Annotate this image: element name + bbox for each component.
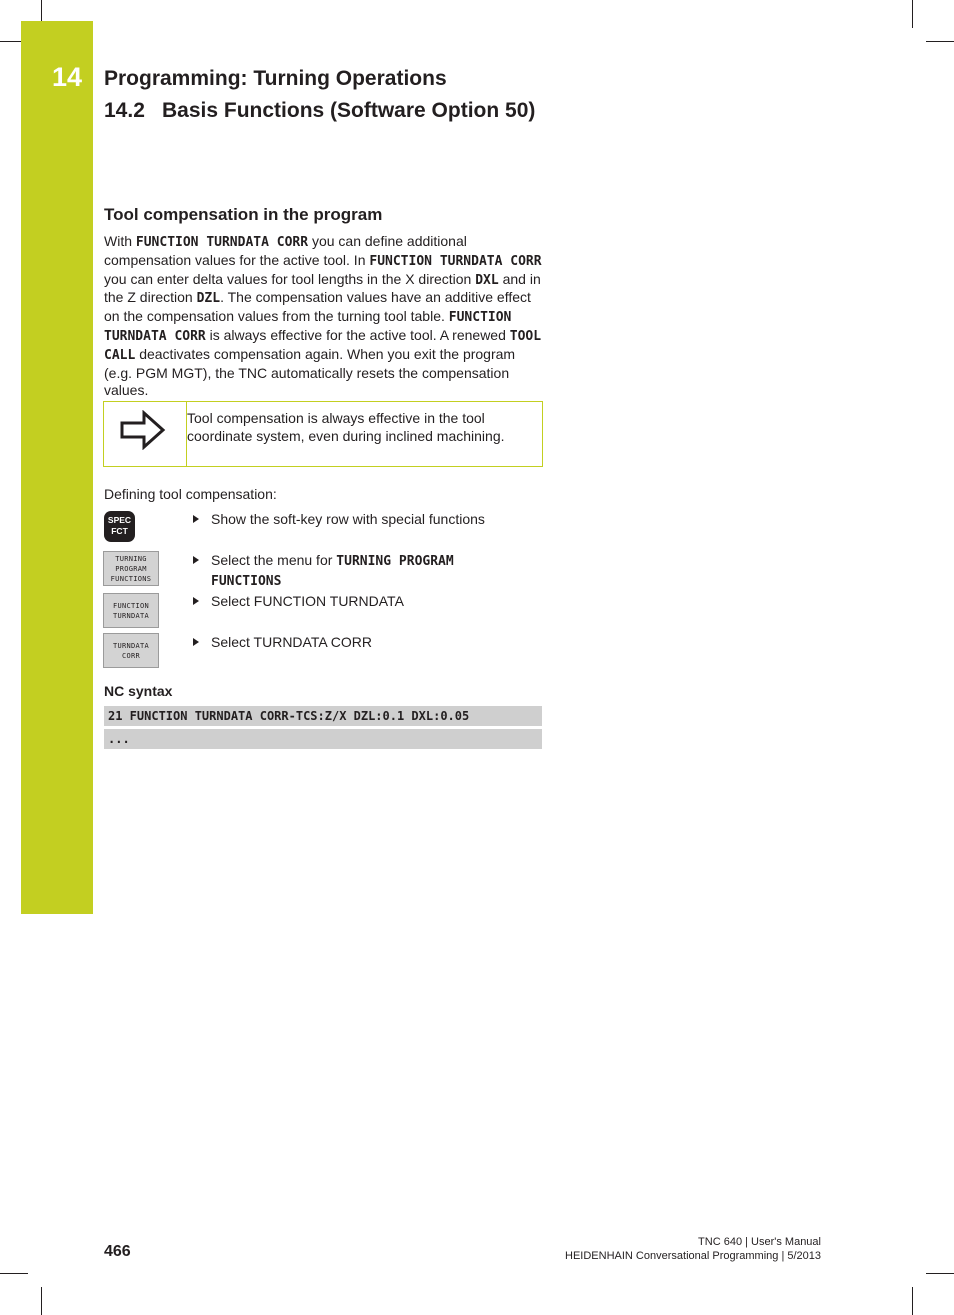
chapter-side-band bbox=[21, 21, 93, 914]
chapter-number: 14 bbox=[52, 62, 83, 92]
crop-mark bbox=[912, 0, 913, 28]
crop-mark bbox=[926, 41, 954, 42]
softkey-function-turndata[interactable]: FUNCTION TURNDATA bbox=[103, 593, 159, 628]
step-item: Select FUNCTION TURNDATA bbox=[193, 592, 404, 610]
crop-mark bbox=[0, 41, 21, 42]
softkey-turndata-corr[interactable]: TURNDATA CORR bbox=[103, 633, 159, 668]
step-arrow-icon bbox=[193, 556, 199, 564]
procedure-intro: Defining tool compensation: bbox=[104, 486, 277, 502]
step-arrow-icon bbox=[193, 638, 199, 646]
softkey-turning-program-functions[interactable]: TURNING PROGRAM FUNCTIONS bbox=[103, 551, 159, 586]
page-number: 466 bbox=[104, 1243, 131, 1260]
footer-info: TNC 640 | User's Manual HEIDENHAIN Conversational Programming | 5/2013 bbox=[565, 1236, 821, 1262]
inline-code-keyword: FUNCTION TURNDATA CORR bbox=[135, 235, 309, 250]
section-number: 14.2 bbox=[104, 99, 145, 122]
note-text: Tool compensation is always effective in the tool coordinate system, even during inclined machining. bbox=[187, 410, 505, 444]
crop-mark bbox=[926, 1273, 954, 1274]
step-arrow-icon bbox=[193, 597, 199, 605]
spec-fct-key[interactable]: SPEC FCT bbox=[104, 511, 135, 542]
crop-mark bbox=[41, 0, 42, 21]
chapter-title: Programming: Turning Operations bbox=[104, 67, 447, 90]
step-item: Select the menu for TURNING PROGRAM FUNCTIONS bbox=[193, 551, 454, 591]
crop-mark bbox=[912, 1287, 913, 1315]
section-title: Basis Functions (Software Option 50) bbox=[162, 99, 536, 122]
arrow-right-outline-icon bbox=[120, 410, 166, 450]
step-item: Select TURNDATA CORR bbox=[193, 633, 372, 651]
nc-code-line: ... bbox=[104, 729, 542, 749]
subsection-heading: Tool compensation in the program bbox=[104, 205, 383, 224]
inline-code-keyword: DZL bbox=[196, 291, 221, 307]
nc-syntax-title: NC syntax bbox=[104, 683, 173, 699]
inline-code-keyword: DXL bbox=[475, 272, 499, 288]
crop-mark bbox=[41, 1287, 42, 1315]
note-box bbox=[103, 401, 543, 467]
inline-code-keyword: TOOL CALL bbox=[104, 328, 542, 363]
nc-code-line: 21 FUNCTION TURNDATA CORR-TCS:Z/X DZL:0.1 DXL:0.05 bbox=[104, 706, 542, 726]
step-arrow-icon bbox=[193, 515, 199, 523]
inline-code-keyword: FUNCTION TURNDATA CORR bbox=[369, 253, 542, 269]
inline-code-keyword: FUNCTION TURNDATA CORR bbox=[104, 310, 512, 344]
step-item: Show the soft-key row with special functions bbox=[193, 510, 485, 528]
crop-mark bbox=[0, 1273, 28, 1274]
body-paragraph: With FUNCTION TURNDATA CORR you can define additional compensation values for the active tool. In FUNCTION TURNDATA CORR you can enter delta values for tool lengths in the X direction DXL and in the Z direction DZL. The compensation values have an additive effect on the compensation values from the turning tool table. FUNCTION TURNDATA CORR is always effective for the active tool. A renewed TOOL CALL deactivates compensation again. When you exit the program (e.g. PGM MGT), the TNC automatically resets the compensation values. bbox=[104, 233, 542, 399]
